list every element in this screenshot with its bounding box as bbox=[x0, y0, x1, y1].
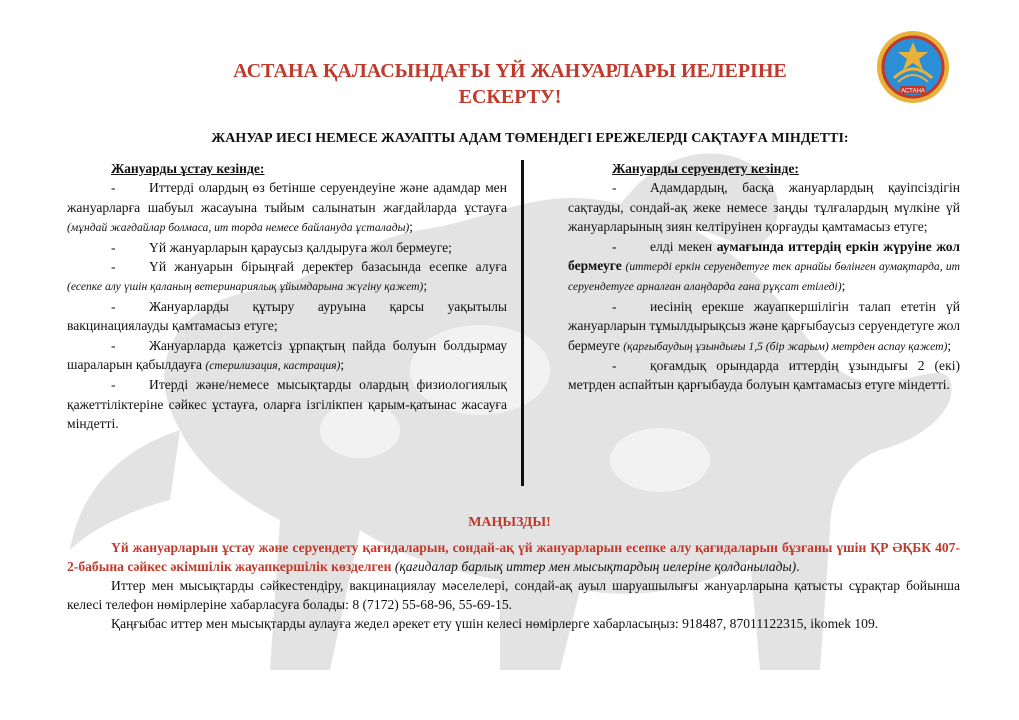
right-column bbox=[568, 159, 960, 395]
column-divider bbox=[521, 160, 524, 486]
right-item-3: - иесінің ерекше жауапкершілігін талап ететін үй жануарларын тұмылдырықсыз және қарғыбаусыз серуендетуге жол бермеуге (қарғыбаудың ұзындығы 1,5 (бір жарым) метрден аспау қажет); bbox=[568, 298, 961, 353]
left-item-6: - Итерді және/немесе мысықтарды олардың физиологиялық қажеттіліктеріне сәйкес ұстауға, оларға ізгілікпен қарым-қатынас жасауға міндетті. bbox=[67, 377, 507, 432]
emblem-label: АСТАНА bbox=[901, 88, 925, 95]
right-column-heading: Жануарды серуендету кезінде: bbox=[612, 161, 799, 176]
right-item-2: - елді мекен аумағында иттердің еркін жүруіне жол бермеуге (иттерді еркін серуендетуге тек арнайы бөлінген аумақтарда, ит серуендетуге арналған алаңдарда ғана рұқсат етіледі); bbox=[568, 238, 960, 294]
left-item-1: - Иттерді олардың өз бетінше серуендеуіне және адамдар мен жануарларға шабуыл жасауына тыйым салынатын жағдайларда ұстауға (мұндай жағдайлар болмаса, ит торда немесе байлануда ұсталады); bbox=[67, 180, 507, 235]
right-item-1: - Адамдардың, басқа жануарлардың қауіпсіздігін сақтауды, сондай-ақ жеке немесе заңды тұлғалардың мүлкіне үй жануарларының зиян келтіруінен қорғауды қамтамасыз етуге; bbox=[568, 180, 960, 235]
important-paragraph-2: Иттер мен мысықтарды сәйкестендіру, вакцинациялау мәселелері, сондай-ақ ауыл шаруашылығы жануарларына қатысты сұрақтар бойынша келесі телефон нөмірлеріне хабарласуға болады: 8 (7172) 55-68-96, 55-69-15. bbox=[67, 578, 960, 612]
left-item-3: - Үй жануарын бірыңғай деректер базасында есепке алуға (есепке алу үшін қаланың ветеринариялық ұйымдарына жүгіну қажет); bbox=[67, 259, 507, 294]
title-line-1: АСТАНА ҚАЛАСЫНДАҒЫ ҮЙ ЖАНУАРЛАРЫ ИЕЛЕРІНЕ bbox=[233, 60, 787, 82]
important-paragraph-1: Үй жануарларын ұстау және серуендету қағидаларын, сондай-ақ үй жануарларын есепке алу қағидаларын бұзғаны үшін ҚР ӘҚБК 407-2-бабына сәйкес әкімшілік жауапкершілік көзделген (қағидалар барлық иттер мен мысықтардың иелеріне қолданылады). bbox=[67, 540, 960, 574]
important-paragraph-3: Қаңғыбас иттер мен мысықтарды аулауға жедел әрекет ету үшін келесі нөмірлерге хабарласыңыз: 918487, 87011122315, ikomek 109. bbox=[111, 616, 879, 631]
important-heading: МАҢЫЗДЫ! bbox=[468, 515, 551, 530]
astana-emblem-logo bbox=[876, 30, 950, 104]
title-line-2: ЕСКЕРТУ! bbox=[458, 86, 562, 108]
right-item-4: - қоғамдық орындарда иттердің ұзындығы 2 (екі) метрден аспайтын қарғыбауда болуын қамтамасыз етуге міндетті. bbox=[568, 358, 960, 393]
left-column bbox=[67, 159, 507, 434]
left-column-heading: Жануарды ұстау кезінде: bbox=[111, 161, 265, 176]
page-subtitle: ЖАНУАР ИЕСІ НЕМЕСЕ ЖАУАПТЫ АДАМ ТӨМЕНДЕГІ ЕРЕЖЕЛЕРДІ САҚТАУҒА МІНДЕТТІ: bbox=[211, 131, 849, 146]
left-item-5: - Жануарларда қажетсіз ұрпақтың пайда болуын болдырмау шараларын қабылдауға (стерилизация, кастрация); bbox=[67, 337, 507, 373]
page-title bbox=[150, 58, 870, 110]
left-item-2: - Үй жануарларын қараусыз қалдыруға жол бермеуге; bbox=[111, 239, 452, 255]
important-body bbox=[67, 538, 960, 633]
left-item-4: - Жануарларды құтыру ауруына қарсы уақытылы вакцинациялауды қамтамасыз етуге; bbox=[67, 298, 507, 334]
